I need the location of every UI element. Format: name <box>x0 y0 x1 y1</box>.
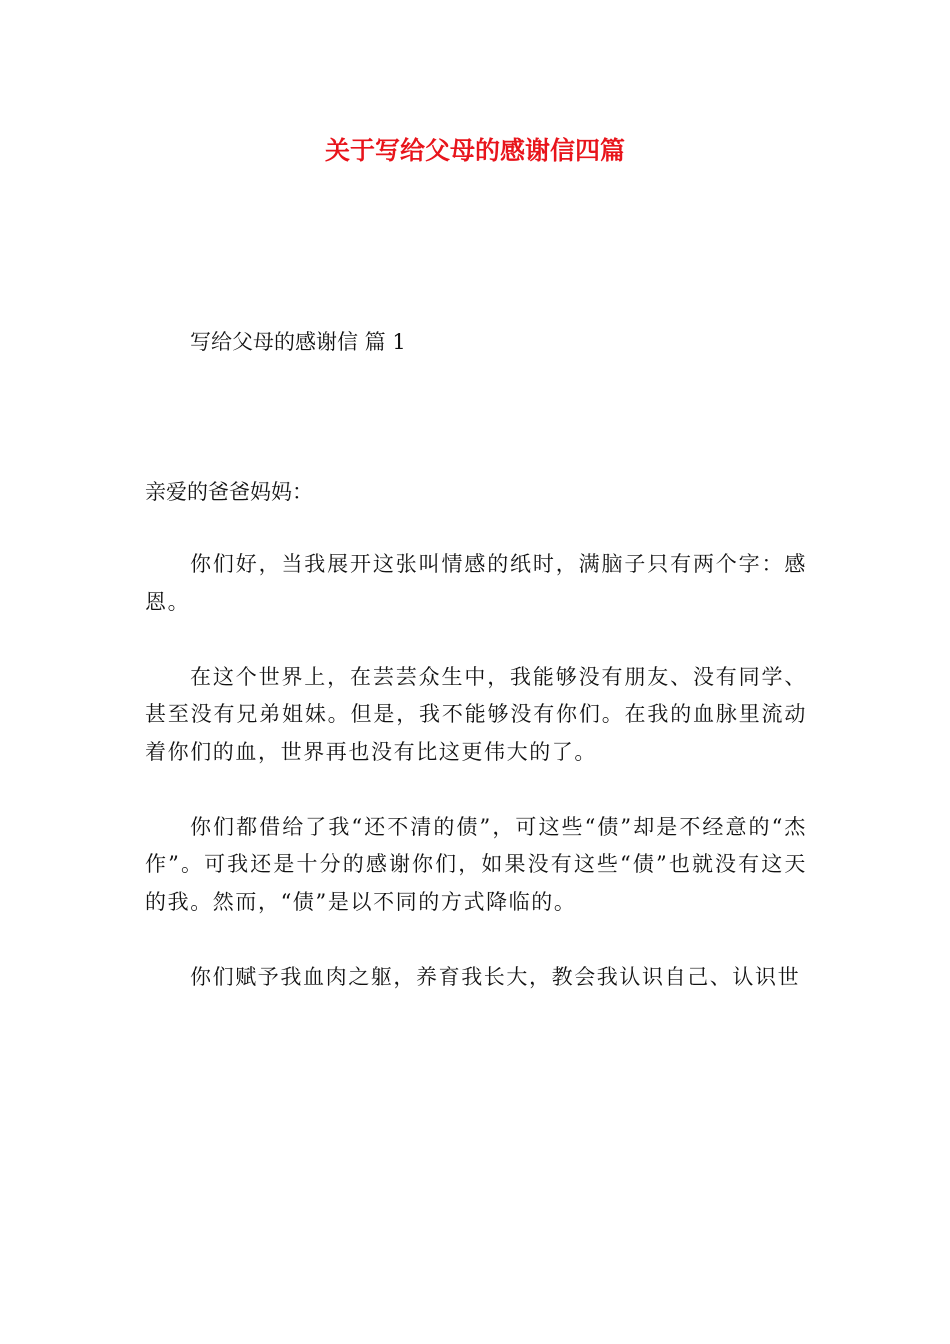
document-title: 关于写给父母的感谢信四篇 <box>324 136 625 165</box>
letter-salutation: 亲爱的爸爸妈妈： <box>145 480 313 504</box>
paragraph: 在这个世界上，在芸芸众生中，我能够没有朋友、没有同学、甚至没有兄弟姐妹。但是，我不能够没有你们。在我的血脉里流动着你们的血，世界再也没有比这更伟大的了。 <box>145 664 807 764</box>
paragraph: 你们赋予我血肉之躯，养育我长大，教会我认识自己、认识世 <box>190 964 801 989</box>
section-heading: 写给父母的感谢信 篇 1 <box>190 330 406 354</box>
paragraph: 你们好，当我展开这张叫情感的纸时，满脑子只有两个字：感恩。 <box>145 552 807 614</box>
paragraph: 你们都借给了我“还不清的债”，可这些“债”却是不经意的“杰作”。可我还是十分的感谢你们，如果没有这些“债”也就没有这天的我。然而，“债”是以不同的方式降临的。 <box>145 814 807 914</box>
letter-body <box>145 546 807 1034</box>
